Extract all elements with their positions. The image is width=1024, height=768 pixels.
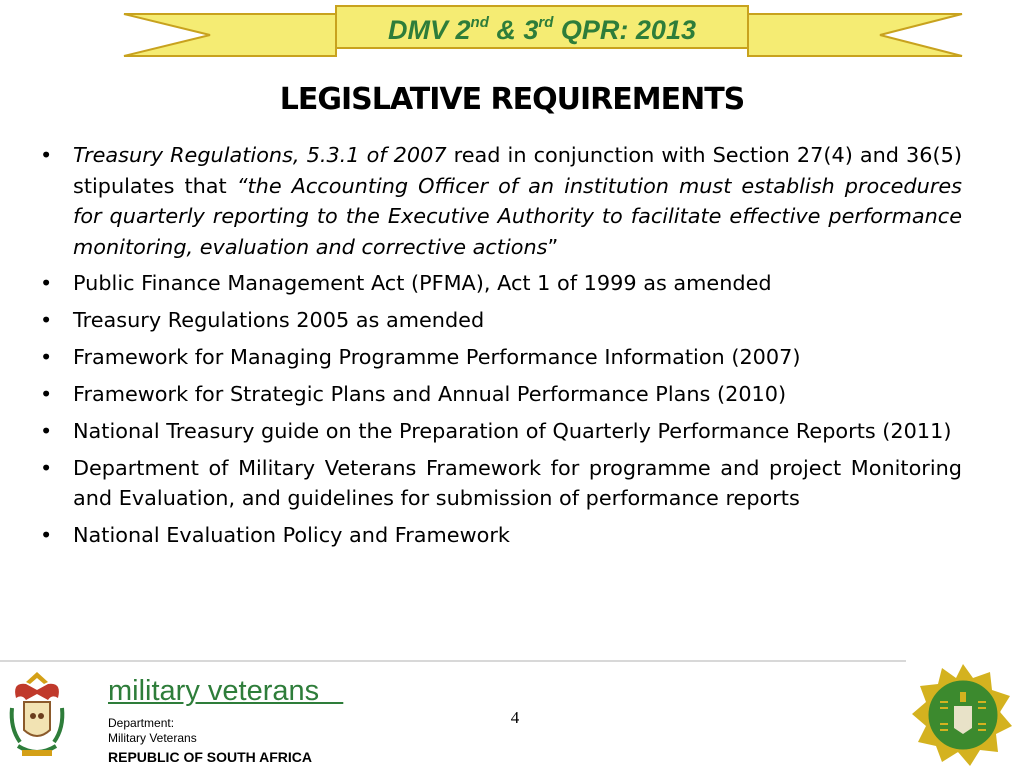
bullet-item xyxy=(40,342,962,373)
department-label: Department: xyxy=(108,716,175,730)
bullet-marker: • xyxy=(40,455,53,480)
department-name: Military Veterans xyxy=(108,731,197,745)
page-number: 4 xyxy=(510,708,520,727)
bullet-text: read in conjunction with Section 27(4) and 36(5) stipulates that xyxy=(73,143,962,198)
bullet-marker: • xyxy=(40,418,53,443)
footer-divider xyxy=(0,660,906,662)
bullet-marker: • xyxy=(40,308,53,333)
banner-part: & 3 xyxy=(488,15,539,45)
banner-title xyxy=(336,14,748,46)
bullet-text: National Treasury guide on the Preparation of Quarterly Performance Reports (2011) xyxy=(73,418,952,443)
bullet-marker: • xyxy=(40,523,53,548)
bullet-text: “the Accounting Officer of an institution must establish procedures for quarterly reporting to the Executive Authority to facilitate effective performance monitoring, evaluation and corrective actions xyxy=(73,173,962,259)
bullet-text: Treasury Regulations 2005 as amended xyxy=(73,308,485,333)
slide-title: LEGISLATIVE REQUIREMENTS xyxy=(279,82,745,117)
bullet-marker: • xyxy=(40,345,53,370)
bullet-text: Treasury Regulations, 5.3.1 of 2007 xyxy=(73,143,447,167)
bullet-text: National Evaluation Policy and Framework xyxy=(73,523,510,548)
banner-part: nd xyxy=(470,14,489,31)
banner-part: rd xyxy=(538,14,554,31)
bullet-item xyxy=(40,520,962,551)
country-label: REPUBLIC OF SOUTH AFRICA xyxy=(108,749,313,765)
bullet-text: Framework for Managing Programme Performance Information (2007) xyxy=(73,345,801,370)
bullet-item xyxy=(40,416,962,447)
bullet-marker: • xyxy=(40,382,53,407)
south-africa-coat-of-arms-icon xyxy=(4,668,70,764)
military-veterans-badge-icon xyxy=(910,662,1016,768)
bullet-list xyxy=(40,140,962,557)
banner-part: DMV 2 xyxy=(388,15,471,45)
bullet-item xyxy=(40,379,962,410)
banner-part: QPR: 2013 xyxy=(553,15,696,45)
bullet-text: Department of Military Veterans Framework for programme and project Monitoring and Evaluation, and guidelines for submission of performance reports xyxy=(73,455,962,511)
bullet-item xyxy=(40,140,962,262)
bullet-text: Framework for Strategic Plans and Annual Performance Plans (2010) xyxy=(73,382,787,407)
bullet-item xyxy=(40,305,962,336)
bullet-item xyxy=(40,268,962,299)
bullet-text: ” xyxy=(547,234,559,259)
bullet-marker: • xyxy=(40,271,53,296)
bullet-marker: • xyxy=(40,143,53,167)
bullet-text: Public Finance Management Act (PFMA), Act 1 of 1999 as amended xyxy=(73,271,772,296)
brand-title: military veterans xyxy=(108,675,344,707)
bullet-item xyxy=(40,453,962,514)
